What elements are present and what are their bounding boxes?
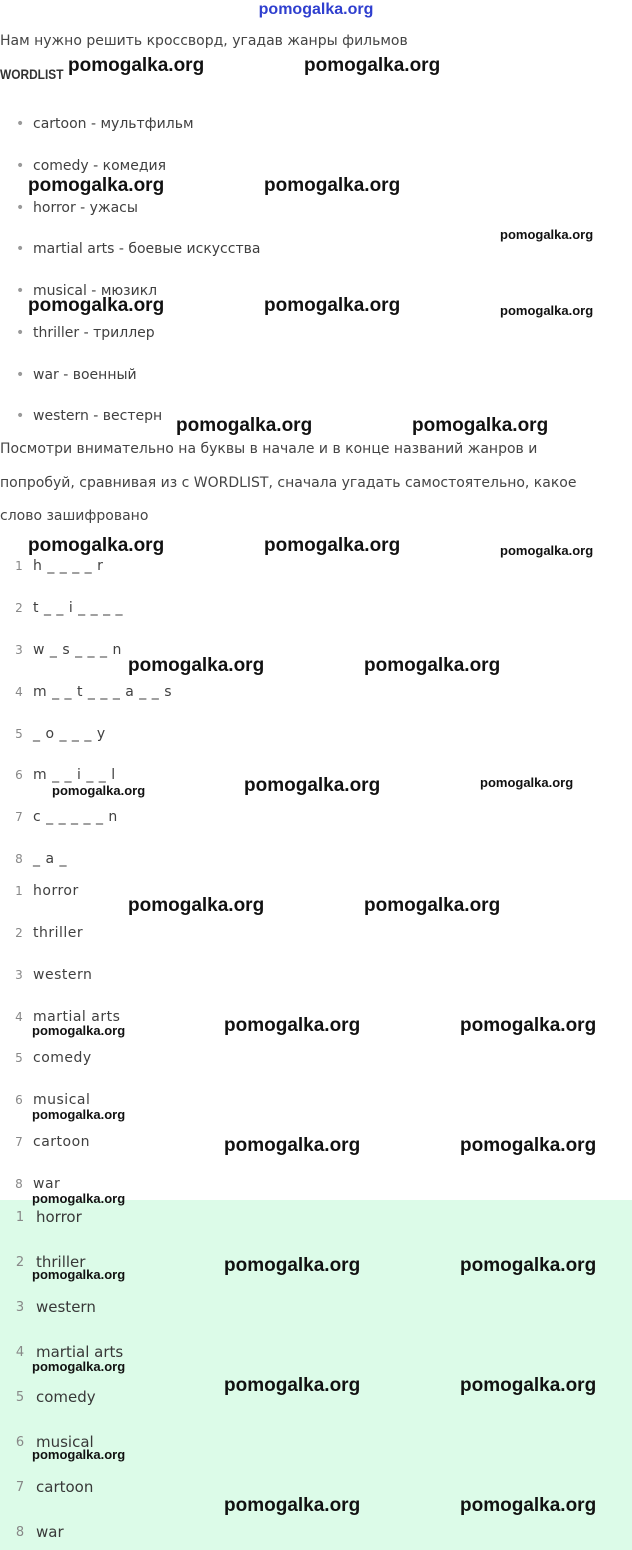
wordlist-item: cartoon - мультфильм bbox=[33, 116, 194, 132]
bullet-icon: • bbox=[16, 200, 25, 216]
highlighted-answer: horror bbox=[36, 1208, 82, 1226]
watermark: pomogalka.org bbox=[128, 655, 265, 676]
watermark: pomogalka.org bbox=[28, 295, 165, 316]
puzzle-word: _ a _ bbox=[33, 851, 67, 867]
watermark: pomogalka.org bbox=[32, 1191, 126, 1206]
wordlist-heading: WORDLIST bbox=[0, 66, 64, 82]
watermark: pomogalka.org bbox=[32, 1447, 126, 1462]
item-number: 8 bbox=[15, 852, 23, 866]
bullet-icon: • bbox=[16, 325, 25, 341]
bullet-icon: • bbox=[16, 283, 25, 299]
watermark: pomogalka.org bbox=[460, 1255, 597, 1276]
watermark: pomogalka.org bbox=[364, 655, 501, 676]
watermark: pomogalka.org bbox=[28, 535, 165, 556]
watermark: pomogalka.org bbox=[176, 415, 313, 436]
answer-word: thriller bbox=[33, 925, 84, 941]
item-number: 5 bbox=[15, 727, 23, 741]
watermark: pomogalka.org bbox=[460, 1015, 597, 1036]
bullet-icon: • bbox=[16, 408, 25, 424]
watermark: pomogalka.org bbox=[224, 1135, 361, 1156]
item-number: 6 bbox=[15, 768, 23, 782]
item-number: 5 bbox=[15, 1051, 23, 1065]
watermark: pomogalka.org bbox=[264, 535, 401, 556]
item-number: 7 bbox=[15, 1135, 23, 1149]
watermark: pomogalka.org bbox=[28, 175, 165, 196]
puzzle-word: m _ _ t _ _ _ a _ _ s bbox=[33, 684, 173, 700]
item-number: 4 bbox=[15, 685, 23, 699]
watermark: pomogalka.org bbox=[364, 895, 501, 916]
item-number: 6 bbox=[15, 1093, 23, 1107]
item-number: 3 bbox=[15, 643, 23, 657]
watermark: pomogalka.org bbox=[264, 175, 401, 196]
item-number: 5 bbox=[15, 1390, 25, 1405]
watermark: pomogalka.org bbox=[224, 1375, 361, 1396]
highlighted-answer: cartoon bbox=[36, 1478, 94, 1496]
puzzle-word: t _ _ i _ _ _ _ bbox=[33, 600, 124, 616]
watermark: pomogalka.org bbox=[500, 303, 594, 318]
item-number: 8 bbox=[15, 1177, 23, 1191]
instruction-line: Посмотри внимательно на буквы в начале и в конце названий жанров и bbox=[0, 441, 538, 457]
watermark: pomogalka.org bbox=[32, 1267, 126, 1282]
item-number: 2 bbox=[15, 926, 23, 940]
watermark: pomogalka.org bbox=[480, 775, 574, 790]
answer-word: war bbox=[33, 1176, 61, 1192]
puzzle-word: h _ _ _ _ r bbox=[33, 558, 104, 574]
wordlist-item: martial arts - боевые искусства bbox=[33, 241, 261, 257]
wordlist-item: western - вестерн bbox=[33, 408, 163, 424]
wordlist-item: musical - мюзикл bbox=[33, 283, 158, 299]
watermark: pomogalka.org bbox=[244, 775, 381, 796]
item-number: 1 bbox=[15, 1210, 25, 1225]
watermark: pomogalka.org bbox=[264, 295, 401, 316]
watermark: pomogalka.org bbox=[460, 1135, 597, 1156]
item-number: 6 bbox=[15, 1435, 25, 1450]
item-number: 7 bbox=[15, 810, 23, 824]
answer-word: horror bbox=[33, 883, 79, 899]
watermark: pomogalka.org bbox=[32, 1023, 126, 1038]
highlighted-answer: musical bbox=[36, 1433, 94, 1451]
watermark: pomogalka.org bbox=[32, 1359, 126, 1374]
watermark: pomogalka.org bbox=[460, 1495, 597, 1516]
answer-word: cartoon bbox=[33, 1134, 91, 1150]
item-number: 3 bbox=[15, 968, 23, 982]
puzzle-word: _ o _ _ _ y bbox=[33, 726, 106, 742]
puzzle-word: m _ _ i _ _ l bbox=[33, 767, 116, 783]
item-number: 7 bbox=[15, 1480, 25, 1495]
wordlist-item: war - военный bbox=[33, 367, 137, 383]
watermark: pomogalka.org bbox=[224, 1495, 361, 1516]
watermark: pomogalka.org bbox=[304, 55, 441, 76]
item-number: 1 bbox=[15, 559, 23, 573]
bullet-icon: • bbox=[16, 241, 25, 257]
watermark: pomogalka.org bbox=[224, 1015, 361, 1036]
puzzle-word: c _ _ _ _ _ n bbox=[33, 809, 118, 825]
item-number: 4 bbox=[15, 1010, 23, 1024]
highlighted-answer: war bbox=[36, 1523, 64, 1541]
puzzle-word: w _ s _ _ _ n bbox=[33, 642, 122, 658]
item-number: 2 bbox=[15, 1255, 25, 1270]
watermark: pomogalka.org bbox=[460, 1375, 597, 1396]
item-number: 4 bbox=[15, 1345, 25, 1360]
bullet-icon: • bbox=[16, 116, 25, 132]
answer-word: martial arts bbox=[33, 1009, 121, 1025]
bullet-icon: • bbox=[16, 158, 25, 174]
highlighted-answer: western bbox=[36, 1298, 96, 1316]
wordlist-item: thriller - триллер bbox=[33, 325, 155, 341]
watermark: pomogalka.org bbox=[32, 1107, 126, 1122]
watermark: pomogalka.org bbox=[128, 895, 265, 916]
instruction-line: слово зашифровано bbox=[0, 508, 149, 524]
watermark: pomogalka.org bbox=[224, 1255, 361, 1276]
watermark: pomogalka.org bbox=[500, 227, 594, 242]
item-number: 8 bbox=[15, 1525, 25, 1540]
highlighted-answer: thriller bbox=[36, 1253, 86, 1271]
intro-text: Нам нужно решить кроссворд, угадав жанры фильмов bbox=[0, 33, 408, 49]
item-number: 3 bbox=[15, 1300, 25, 1315]
answer-word: musical bbox=[33, 1092, 91, 1108]
wordlist-item: comedy - комедия bbox=[33, 158, 167, 174]
watermark: pomogalka.org bbox=[68, 55, 205, 76]
watermark: pomogalka.org bbox=[500, 543, 594, 558]
item-number: 2 bbox=[15, 601, 23, 615]
highlighted-answer: comedy bbox=[36, 1388, 96, 1406]
site-header-link[interactable]: pomogalka.org bbox=[258, 1, 374, 18]
wordlist-item: horror - ужасы bbox=[33, 200, 138, 216]
instruction-line: попробуй, сравнивая из с WORDLIST, сначала угадать самостоятельно, какое bbox=[0, 475, 577, 491]
answer-word: western bbox=[33, 967, 93, 983]
item-number: 1 bbox=[15, 884, 23, 898]
bullet-icon: • bbox=[16, 367, 25, 383]
highlighted-answer: martial arts bbox=[36, 1343, 124, 1361]
watermark: pomogalka.org bbox=[52, 783, 146, 798]
answer-word: comedy bbox=[33, 1050, 92, 1066]
watermark: pomogalka.org bbox=[412, 415, 549, 436]
